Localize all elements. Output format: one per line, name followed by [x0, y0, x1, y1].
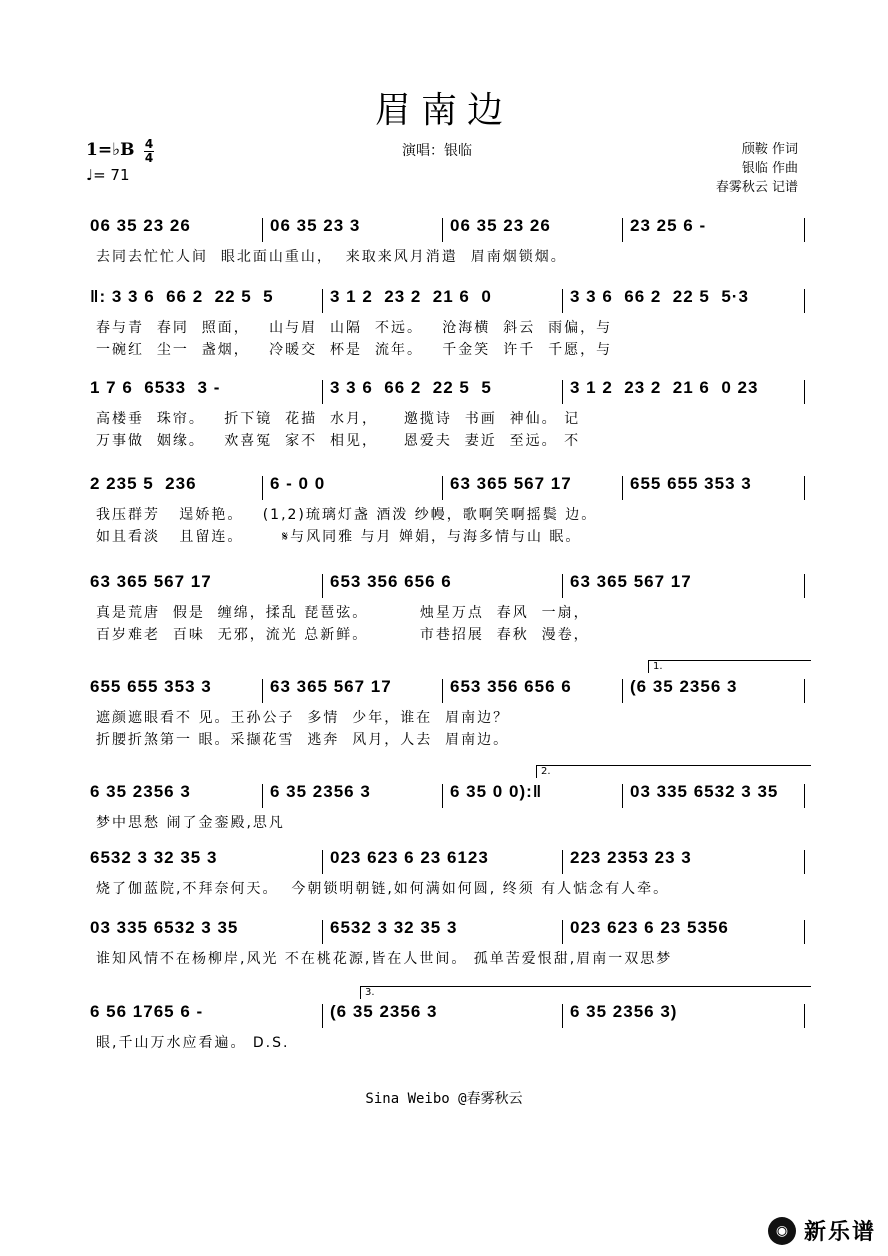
transcriber-credit: 春雾秋云 记谱: [715, 180, 798, 195]
score-line: [86, 378, 806, 449]
barline: [322, 289, 323, 313]
time-signature-bottom: 4: [144, 151, 154, 165]
measure: 653 356 656 6: [450, 677, 572, 696]
measure: 3 3 6 66 2 22 5 5·3: [570, 287, 749, 306]
measure: (6 35 2356 3: [630, 677, 738, 696]
lyric-line: 遮颜遮眼看不 见。王孙公子 多情 少年，谁在 眉南边？: [96, 710, 510, 726]
barline: [322, 850, 323, 874]
measure: 63 365 567 17: [90, 572, 212, 591]
barline: [262, 476, 263, 500]
barline: [622, 476, 623, 500]
barline: [804, 574, 805, 598]
barline: [322, 380, 323, 404]
volta-bracket: 2.: [536, 765, 811, 778]
song-title: 眉南边: [374, 90, 513, 131]
lyric-line: 折腰折煞第一 眼。采撷花雪 逃奔 风月，人去 眉南边。: [96, 732, 510, 748]
measure: 06 35 23 26: [450, 216, 551, 235]
barline: [622, 218, 623, 242]
barline: [562, 574, 563, 598]
score-line: [86, 918, 806, 967]
measure: 223 2353 23 3: [570, 848, 692, 867]
barline: [804, 1004, 805, 1028]
barline: [262, 784, 263, 808]
score-line: [86, 572, 806, 643]
lyric-line: 真是荒唐 假是 缠绵，揉乱 琵琶弦。 烛星万点 春风 一扇，: [96, 605, 590, 621]
lyric-line: 如且看淡 且留连。 𝄋与风同雅 与月 婵娟，与海多情与山 眠。: [96, 529, 582, 545]
measure: 023 623 6 23 6123: [330, 848, 489, 867]
barline: [804, 679, 805, 703]
barline: [804, 784, 805, 808]
measure: 6 56 1765 6 -: [90, 1002, 204, 1021]
measure: ‖: 3 3 6 66 2 22 5 5: [90, 287, 274, 306]
lyric-line: 烧了伽蓝院,不拜奈何天。 今朝锁明朝链,如何满如何圆, 终须 有人惦念有人牵。: [96, 881, 670, 897]
barline: [562, 289, 563, 313]
barline: [442, 218, 443, 242]
score-line: [86, 782, 806, 831]
barline: [562, 1004, 563, 1028]
footer-credit: Sina Weibo @春雾秋云: [365, 1091, 523, 1107]
measure: 2 235 5 236: [90, 474, 197, 493]
score-line: [86, 1002, 806, 1051]
score-line: [86, 848, 806, 897]
barline: [322, 920, 323, 944]
lyric-line: 百岁难老 百味 无邪，流光 总新鲜。 市巷招展 春秋 漫卷，: [96, 627, 590, 643]
barline: [322, 574, 323, 598]
lyricist-credit: 颀鞍 作词: [741, 142, 798, 157]
measure: 655 655 353 3: [630, 474, 752, 493]
time-signature: [144, 139, 154, 164]
tempo-marking: ♩= 71: [86, 166, 130, 184]
singer-credit: 演唱：银临: [402, 143, 472, 159]
measure: 6 35 2356 3: [90, 782, 191, 801]
site-logo: [768, 1215, 876, 1246]
barline: [442, 679, 443, 703]
measure: 3 3 6 66 2 22 5 5: [330, 378, 492, 397]
barline: [322, 1004, 323, 1028]
barline: [804, 920, 805, 944]
lyric-line: 万事做 姻缘。 欢喜冤 家不 相见， 恩爱夫 妻近 至远。 不: [96, 433, 581, 449]
measure: 6 35 2356 3: [270, 782, 371, 801]
lyric-line: 眼,千山万水应看遍。 D.S.: [96, 1035, 290, 1051]
time-signature-top: 4: [144, 137, 154, 151]
measure: 06 35 23 26: [90, 216, 191, 235]
barline: [562, 920, 563, 944]
measure: 6532 3 32 35 3: [330, 918, 458, 937]
lyric-line: 我压群芳 逞娇艳。 (1,2)琉璃灯盏 酒泼 纱幔，歌啊笑啊摇鬓 边。: [96, 507, 598, 523]
score-line: [86, 474, 806, 545]
barline: [562, 850, 563, 874]
measure: 06 35 23 3: [270, 216, 361, 235]
composer-credit: 银临 作曲: [741, 161, 798, 176]
barline: [442, 784, 443, 808]
barline: [804, 380, 805, 404]
measure: 655 655 353 3: [90, 677, 212, 696]
measure: 1 7 6 6533 3 -: [90, 378, 221, 397]
measure: 6 35 2356 3): [570, 1002, 678, 1021]
score-line: [86, 677, 806, 748]
measure: 653 356 656 6: [330, 572, 452, 591]
measure: 03 335 6532 3 35: [630, 782, 779, 801]
barline: [804, 850, 805, 874]
measure: 03 335 6532 3 35: [90, 918, 239, 937]
measure: 023 623 6 23 5356: [570, 918, 729, 937]
barline: [804, 218, 805, 242]
measure: (6 35 2356 3: [330, 1002, 438, 1021]
measure: 63 365 567 17: [450, 474, 572, 493]
measure: 3 1 2 23 2 21 6 0: [330, 287, 492, 306]
volta-bracket: 3.: [360, 986, 811, 999]
barline: [622, 679, 623, 703]
barline: [442, 476, 443, 500]
barline: [262, 218, 263, 242]
volta-bracket: 1.: [648, 660, 811, 673]
measure: 63 365 567 17: [570, 572, 692, 591]
key-signature: 1=♭B: [86, 140, 135, 160]
lyric-line: 去同去忙忙人间 眼北面山重山， 来取来风月消遣 眉南烟锁烟。: [96, 249, 567, 265]
lyric-line: 高楼垂 珠帘。 折下镜 花描 水月， 邀揽诗 书画 神仙。 记: [96, 411, 581, 427]
measure: 6532 3 32 35 3: [90, 848, 218, 867]
barline: [622, 784, 623, 808]
score-line: [86, 287, 806, 358]
measure: 23 25 6 -: [630, 216, 707, 235]
lyric-line: 春与青 春同 照面， 山与眉 山隔 不远。 沧海横 斜云 雨偏，与: [96, 320, 613, 336]
barline: [804, 289, 805, 313]
vinyl-record-icon: ◉: [768, 1217, 796, 1245]
barline: [562, 380, 563, 404]
measure: 63 365 567 17: [270, 677, 392, 696]
lyric-line: 梦中思愁 闹了金銮殿,思凡: [96, 815, 285, 831]
measure: 6 - 0 0: [270, 474, 326, 493]
lyric-line: 一碗红 尘一 盏烟， 冷暖交 杯是 流年。 千金笑 许千 千愿，与: [96, 342, 613, 358]
measure: 3 1 2 23 2 21 6 0 23: [570, 378, 759, 397]
score-line: [86, 216, 806, 265]
lyric-line: 谁知风情不在杨柳岸,风光 不在桃花源,皆在人世间。 孤单苦爱恨甜,眉南一双思梦: [96, 951, 673, 967]
measure: 6 35 0 0):‖: [450, 782, 543, 801]
credits-block: [716, 140, 798, 197]
logo-text: 新乐谱: [803, 1220, 876, 1245]
barline: [804, 476, 805, 500]
barline: [262, 679, 263, 703]
